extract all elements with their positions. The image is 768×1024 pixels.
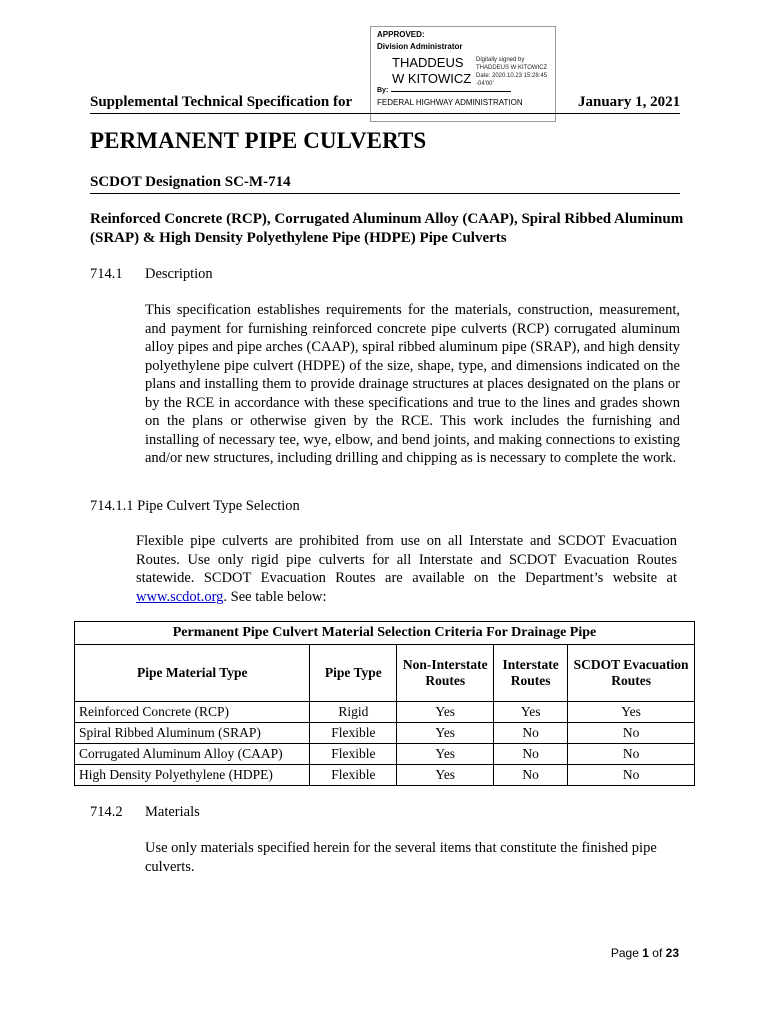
scdot-website-link[interactable]: www.scdot.org [136,588,224,605]
col-header-non-interstate: Non-Interstate Routes [397,645,494,702]
cell-evacuation: Yes [568,702,695,723]
table-row [75,765,695,786]
cell-evacuation: No [568,744,695,765]
cell-non-interstate: Yes [397,765,494,786]
stamp-name-first: THADDEUS [392,55,464,70]
stamp-agency: FEDERAL HIGHWAY ADMINISTRATION [377,98,523,107]
header-spec-label: Supplemental Technical Specification for [90,94,353,110]
stamp-by: By: [377,87,389,94]
header-rule [90,113,680,114]
table-caption-row [75,622,695,645]
section-714-1-title: Description [145,266,213,282]
table-caption: Permanent Pipe Culvert Material Selection Criteria For Drainage Pipe [75,622,695,645]
section-714-2-number: 714.2 [90,804,123,820]
cell-interstate: Yes [494,702,568,723]
designation-rule [90,193,680,194]
cell-interstate: No [494,765,568,786]
scdot-designation: SCDOT Designation SC-M-714 [90,174,291,190]
type-selection-text: Flexible pipe culverts are prohibited from use on all Interstate and SCDOT Evacuation Routes. Use only rigid pipe culverts for all Interstate and SCDOT Evacuation Routes statewide. SCDOT Evacuation Routes are available on the Department’s website at [136,533,677,586]
stamp-role: Division Administrator [377,42,463,51]
table-row [75,744,695,765]
cell-material: Spiral Ribbed Aluminum (SRAP) [75,723,310,744]
cell-material: Corrugated Aluminum Alloy (CAAP) [75,744,310,765]
digital-signature-info [476,56,547,88]
cell-material: High Density Polyethylene (HDPE) [75,765,310,786]
table-row [75,723,695,744]
approval-stamp [370,26,556,122]
col-header-evacuation: SCDOT Evacuation Routes [568,645,695,702]
section-714-1-1-heading: 714.1.1 Pipe Culvert Type Selection [90,498,300,514]
signature-rule [391,91,511,92]
table-header-row [75,645,695,702]
stamp-name-last: W KITOWICZ [392,71,472,86]
cell-pipe-type: Rigid [310,702,397,723]
cell-pipe-type: Flexible [310,723,397,744]
cell-interstate: No [494,744,568,765]
cell-non-interstate: Yes [397,702,494,723]
cell-evacuation: No [568,723,695,744]
page-total: 23 [665,946,679,960]
page-of: of [652,946,663,960]
col-header-pipe-type: Pipe Type [310,645,397,702]
stamp-approved: APPROVED: [377,30,425,39]
materials-paragraph: Use only materials specified herein for the several items that constitute the finished pipe culverts. [145,840,657,875]
cell-material: Reinforced Concrete (RCP) [75,702,310,723]
type-selection-paragraph [136,532,677,606]
cell-non-interstate: Yes [397,723,494,744]
table-row [75,702,695,723]
cell-interstate: No [494,723,568,744]
page-current: 1 [642,946,649,960]
cell-evacuation: No [568,765,695,786]
col-header-interstate: Interstate Routes [494,645,568,702]
header-date: January 1, 2021 [578,94,681,110]
material-selection-table [74,621,695,786]
col-header-material: Pipe Material Type [75,645,310,702]
sig-line-1: Digitally signed by [476,57,525,63]
description-paragraph: This specification establishes requirements for the materials, construction, measurement, and payment for furnishing reinforced concrete pipe culverts (RCP) corrugated aluminum alloy pipes and pipe arches (CAAP), spiral ribbed aluminum pipe (SRAP), and high density polyethylene pipe culvert (HDPE) of the size, shape, type, and dimensions indicated on the plans and installing them to provide drainage structures at places designated on the plans or by the RCE in accordance with these specifications and true to the lines and grades shown on the plans or otherwise given by the RCE. This work includes the furnishing and installing of necessary tee, wye, elbow, and bend joints, and making connections to existing and/or new structures, including drilling and chipping as is necessary to complete the work. [145,302,680,466]
page-word: Page [610,946,639,960]
cell-pipe-type: Flexible [310,744,397,765]
page-title: PERMANENT PIPE CULVERTS [90,128,427,153]
section-714-2-title: Materials [145,804,200,820]
cell-pipe-type: Flexible [310,765,397,786]
cell-non-interstate: Yes [397,744,494,765]
sig-line-2: THADDEUS W KITOWICZ [476,65,548,71]
section-714-1-number: 714.1 [90,266,123,282]
sig-line-3: Date: 2020.10.23 15:28:45 [476,73,548,79]
page-number [611,946,679,960]
type-selection-text-end: . See table below: [223,588,327,605]
sig-line-4: -04'00' [476,81,494,87]
document-subtitle: Reinforced Concrete (RCP), Corrugated Aluminum Alloy (CAAP), Spiral Ribbed Aluminum (SRAP) & High Density Polyethylene Pipe (HDPE) Pipe Culverts [90,211,684,246]
